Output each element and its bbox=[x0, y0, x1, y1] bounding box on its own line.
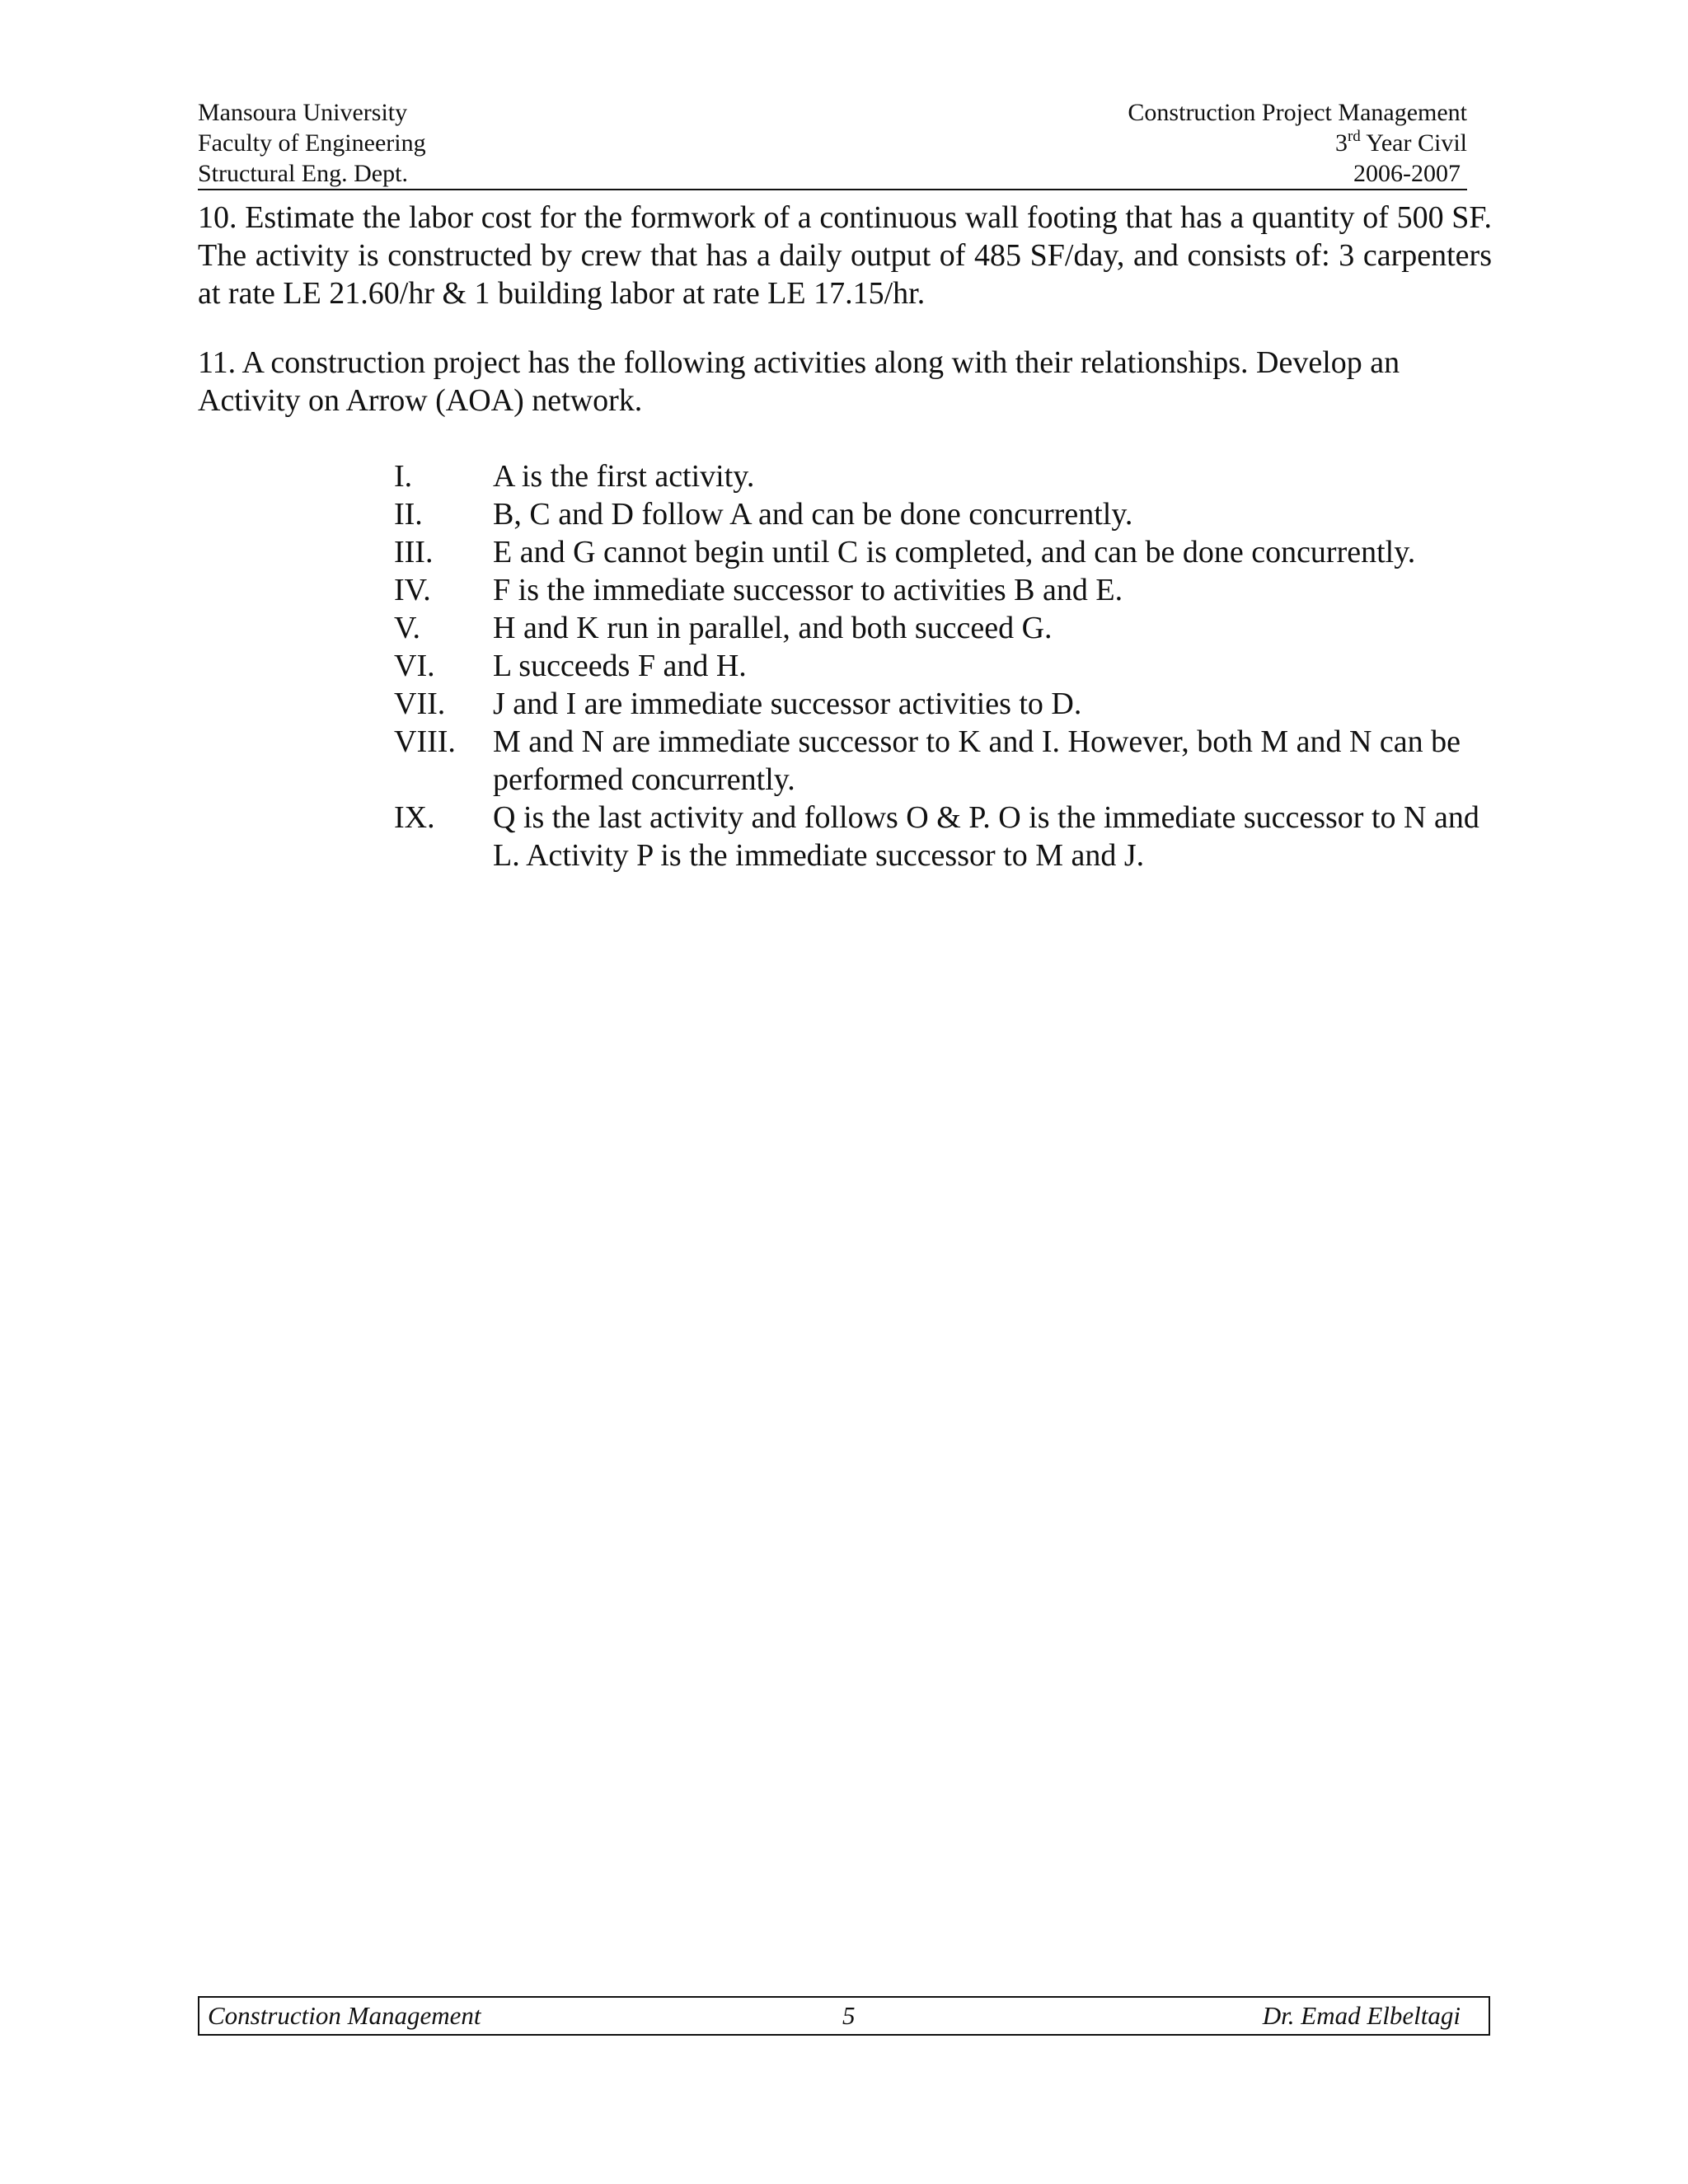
year-label bbox=[1335, 128, 1467, 158]
header-row-1 bbox=[198, 97, 1467, 128]
page-number: 5 bbox=[842, 2001, 856, 2030]
question-11-intro: 11. A construction project has the following activities along with their relationships. Develop an Activity on Arrow (AOA) network. bbox=[198, 345, 1400, 418]
list-item-number: III. bbox=[394, 535, 434, 569]
list-item-text: H and K run in parallel, and both succeed G. bbox=[493, 611, 1053, 645]
header-row-3 bbox=[198, 158, 1467, 190]
list-item-text: Q is the last activity and follows O & P. O is the immediate successor to N and L. Activity P is the immediate successor to M and J. bbox=[493, 800, 1479, 873]
list-item bbox=[394, 723, 1498, 799]
list-item-text: L succeeds F and H. bbox=[493, 649, 747, 683]
faculty-name: Faculty of Engineering bbox=[198, 129, 426, 157]
list-item bbox=[394, 799, 1498, 874]
footer-author: Dr. Emad Elbeltagi bbox=[1262, 2001, 1461, 2030]
year-text: Year Civil bbox=[1360, 129, 1467, 157]
list-item bbox=[394, 495, 1498, 533]
list-item-text: A is the first activity. bbox=[493, 459, 755, 494]
list-item-number: II. bbox=[394, 497, 423, 532]
footer-course: Construction Management bbox=[208, 2001, 481, 2030]
list-item-number: VI. bbox=[394, 649, 435, 683]
list-item-number: VII. bbox=[394, 687, 446, 721]
university-name: Mansoura University bbox=[198, 99, 408, 126]
page-footer bbox=[198, 1996, 1490, 2036]
list-item-text: B, C and D follow A and can be done concurrently. bbox=[493, 497, 1133, 532]
year-suffix: rd bbox=[1347, 128, 1361, 145]
header-row-2 bbox=[198, 128, 1467, 158]
list-item-number: IV. bbox=[394, 573, 431, 607]
list-item-text: M and N are immediate successor to K and I. However, both M and N can be performed concurrently. bbox=[493, 724, 1461, 797]
page-header bbox=[198, 97, 1467, 190]
list-item bbox=[394, 457, 1498, 495]
question-10: 10. Estimate the labor cost for the formwork of a continuous wall footing that has a quantity of 500 SF. The activity is constructed by crew that has a daily output of 485 SF/day, and consists of: 3 carpenters at rate LE 21.60/hr & 1 building labor at rate LE 17.15/hr. bbox=[198, 200, 1492, 311]
list-item-text: F is the immediate successor to activities B and E. bbox=[493, 573, 1123, 607]
list-item bbox=[394, 571, 1498, 609]
list-item-number: V. bbox=[394, 611, 421, 645]
year-number: 3 bbox=[1334, 129, 1348, 157]
list-item bbox=[394, 685, 1498, 723]
course-title: Construction Project Management bbox=[1128, 99, 1467, 126]
list-item-text: J and I are immediate successor activities to D. bbox=[493, 687, 1082, 721]
relationship-list bbox=[394, 457, 1498, 874]
list-item-number: IX. bbox=[394, 800, 435, 835]
academic-session: 2006-2007 bbox=[1353, 160, 1461, 187]
list-item bbox=[394, 533, 1498, 571]
department-name: Structural Eng. Dept. bbox=[198, 160, 408, 187]
list-item-text: E and G cannot begin until C is completed, and can be done concurrently. bbox=[493, 535, 1416, 569]
list-item bbox=[394, 609, 1498, 647]
list-item-number: VIII. bbox=[394, 724, 456, 759]
list-item bbox=[394, 647, 1498, 685]
list-item-number: I. bbox=[394, 459, 413, 494]
